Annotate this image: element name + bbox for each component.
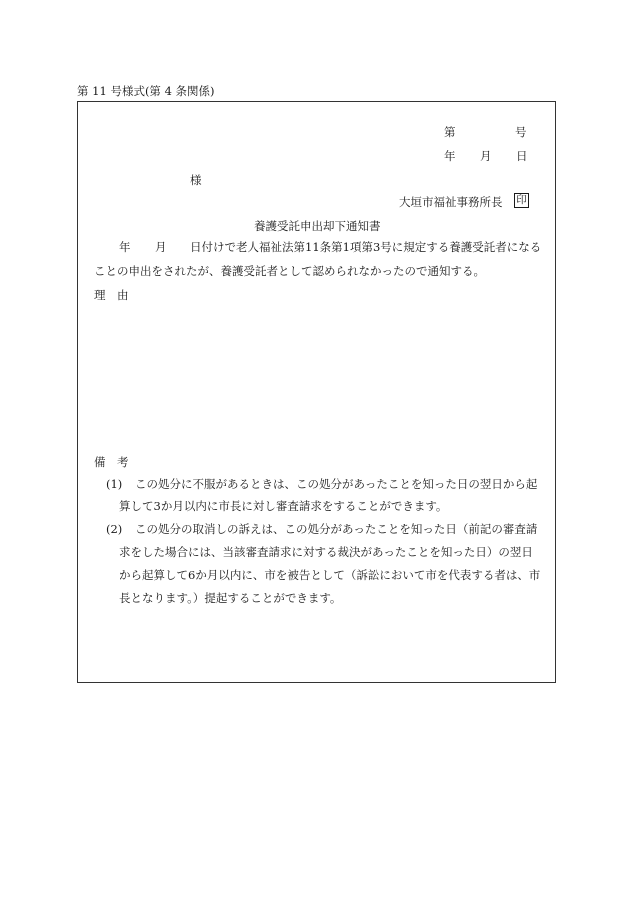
remark-1-line-1: この処分に不服があるときは、この処分があったことを知った日の翌日から起 (135, 477, 538, 491)
body-year-label: 年 (119, 240, 131, 254)
body-text-line-1: 日付けで老人福祉法第11条第1項第3号に規定する養護受託者になる (190, 240, 542, 254)
issuer-name: 大垣市福祉事務所長 (399, 195, 503, 209)
body-text-line-2: ことの申出をされたが、養護受託者として認められなかったので通知する。 (94, 264, 485, 278)
remark-2-line-1: この処分の取消しの訴えは、この処分があったことを知った日（前記の審査請 (135, 522, 538, 536)
addressee-suffix: 様 (190, 173, 202, 187)
document-title: 養護受託申出却下通知書 (254, 219, 381, 233)
number-suffix: 号 (515, 125, 527, 139)
date-year-label: 年 (444, 149, 456, 163)
body-month-label: 月 (155, 240, 167, 254)
reason-label: 理 由 (94, 288, 129, 302)
remarks-heading: 備 考 (94, 455, 129, 469)
remark-2-line-4: 長となります。）提起することができます。 (119, 591, 342, 605)
number-prefix: 第 (444, 125, 456, 139)
seal-mark: 印 (514, 193, 529, 208)
date-day-label: 日 (516, 149, 528, 163)
date-month-label: 月 (480, 149, 492, 163)
remark-2-line-2: 求をした場合には、当該審査請求に対する裁決があったことを知った日）の翌日 (119, 545, 533, 559)
remark-1-line-2: 算して3か月以内に市長に対し審査請求をすることができます。 (119, 499, 448, 513)
remark-number-1: (1) (106, 477, 123, 491)
remark-number-2: (2) (106, 522, 123, 536)
remark-2-line-3: から起算して6か月以内に、市を被告として（訴訟において市を代表する者は、市 (119, 568, 541, 582)
form-number-label: 第 11 号様式(第 4 条関係) (77, 84, 215, 98)
